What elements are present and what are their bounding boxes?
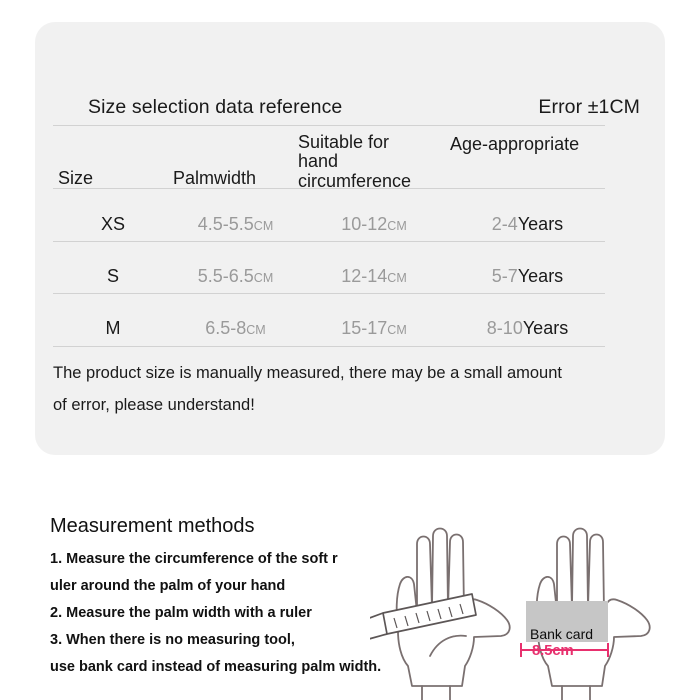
bank-card-label: Bank card <box>530 626 594 642</box>
column-header-hand-circumference-line2: hand circumference <box>298 151 412 191</box>
cell-hand-circumference-unit: CM <box>387 322 407 337</box>
cell-size: M <box>105 317 121 338</box>
cell-hand-circumference-unit: CM <box>387 270 407 285</box>
cell-hand-circumference-value: 12-14 <box>341 265 388 286</box>
cell-palm-width-value: 4.5-5.5 <box>197 213 254 234</box>
cell-hand-circumference-value: 10-12 <box>341 213 388 234</box>
cell-palm-width <box>173 302 298 354</box>
cell-age-unit: Years <box>517 213 564 234</box>
measurement-step: uler around the palm of your hand <box>50 577 286 594</box>
cell-palm-width-value: 5.5-6.5 <box>197 265 254 286</box>
table-row <box>53 198 605 250</box>
size-table-body <box>53 198 605 354</box>
measurement-step: use bank card instead of measuring palm width. <box>50 658 382 675</box>
size-chart-title: Size selection data reference <box>88 96 343 118</box>
cell-palm-width-unit: CM <box>246 322 266 337</box>
cell-size: S <box>106 265 119 286</box>
cell-age <box>450 250 605 302</box>
cell-hand-circumference <box>298 250 450 302</box>
column-header-palm-width: Palmwidth <box>173 167 257 188</box>
measurement-methods-title: Measurement methods <box>50 515 255 537</box>
column-header-size: Size <box>58 167 94 188</box>
table-header-row <box>53 126 605 198</box>
measurement-methods-steps <box>50 546 400 681</box>
cell-palm-width-value: 6.5-8 <box>205 317 247 338</box>
right-hand-wrist-lines <box>562 686 590 700</box>
error-tolerance-note: Error ±1CM <box>538 96 640 118</box>
measurement-step: 3. When there is no measuring tool, <box>50 631 295 648</box>
cell-size: XS <box>100 213 125 234</box>
table-row <box>53 302 605 354</box>
left-hand-wrist-lines <box>422 686 450 700</box>
size-chart-header-row <box>88 96 640 119</box>
column-header-age: Age-appropriate <box>450 134 580 154</box>
size-table <box>53 126 605 354</box>
measurement-step: 1. Measure the circumference of the soft r <box>50 551 338 567</box>
cell-hand-circumference <box>298 302 450 354</box>
table-row <box>53 250 605 302</box>
column-header-hand-circumference-line1: Suitable for <box>298 131 390 152</box>
cell-palm-width-unit: CM <box>253 218 274 233</box>
cell-age-unit: Years <box>522 317 569 338</box>
dimension-label: 8.5cm <box>532 642 574 659</box>
cell-age-value: 2-4 <box>491 213 518 234</box>
cell-palm-width <box>173 198 298 250</box>
cell-age-value: 8-10 <box>486 317 523 338</box>
measurement-step: 2. Measure the palm width with a ruler <box>50 604 312 621</box>
cell-hand-circumference <box>298 198 450 250</box>
column-header-hand-circumference <box>298 126 450 198</box>
cell-hand-circumference-value: 15-17 <box>341 317 388 338</box>
cell-age <box>450 198 605 250</box>
cell-palm-width-unit: CM <box>253 270 274 285</box>
measurement-disclaimer-line2: of error, please understand! <box>53 396 255 415</box>
measurement-disclaimer-line1: The product size is manually measured, there may be a small amount <box>53 364 562 382</box>
cell-palm-width <box>173 250 298 302</box>
cell-age-value: 5-7 <box>491 265 518 286</box>
measurement-disclaimer <box>53 357 623 421</box>
cell-hand-circumference-unit: CM <box>387 218 407 233</box>
cell-age-unit: Years <box>517 265 564 286</box>
cell-age <box>450 302 605 354</box>
